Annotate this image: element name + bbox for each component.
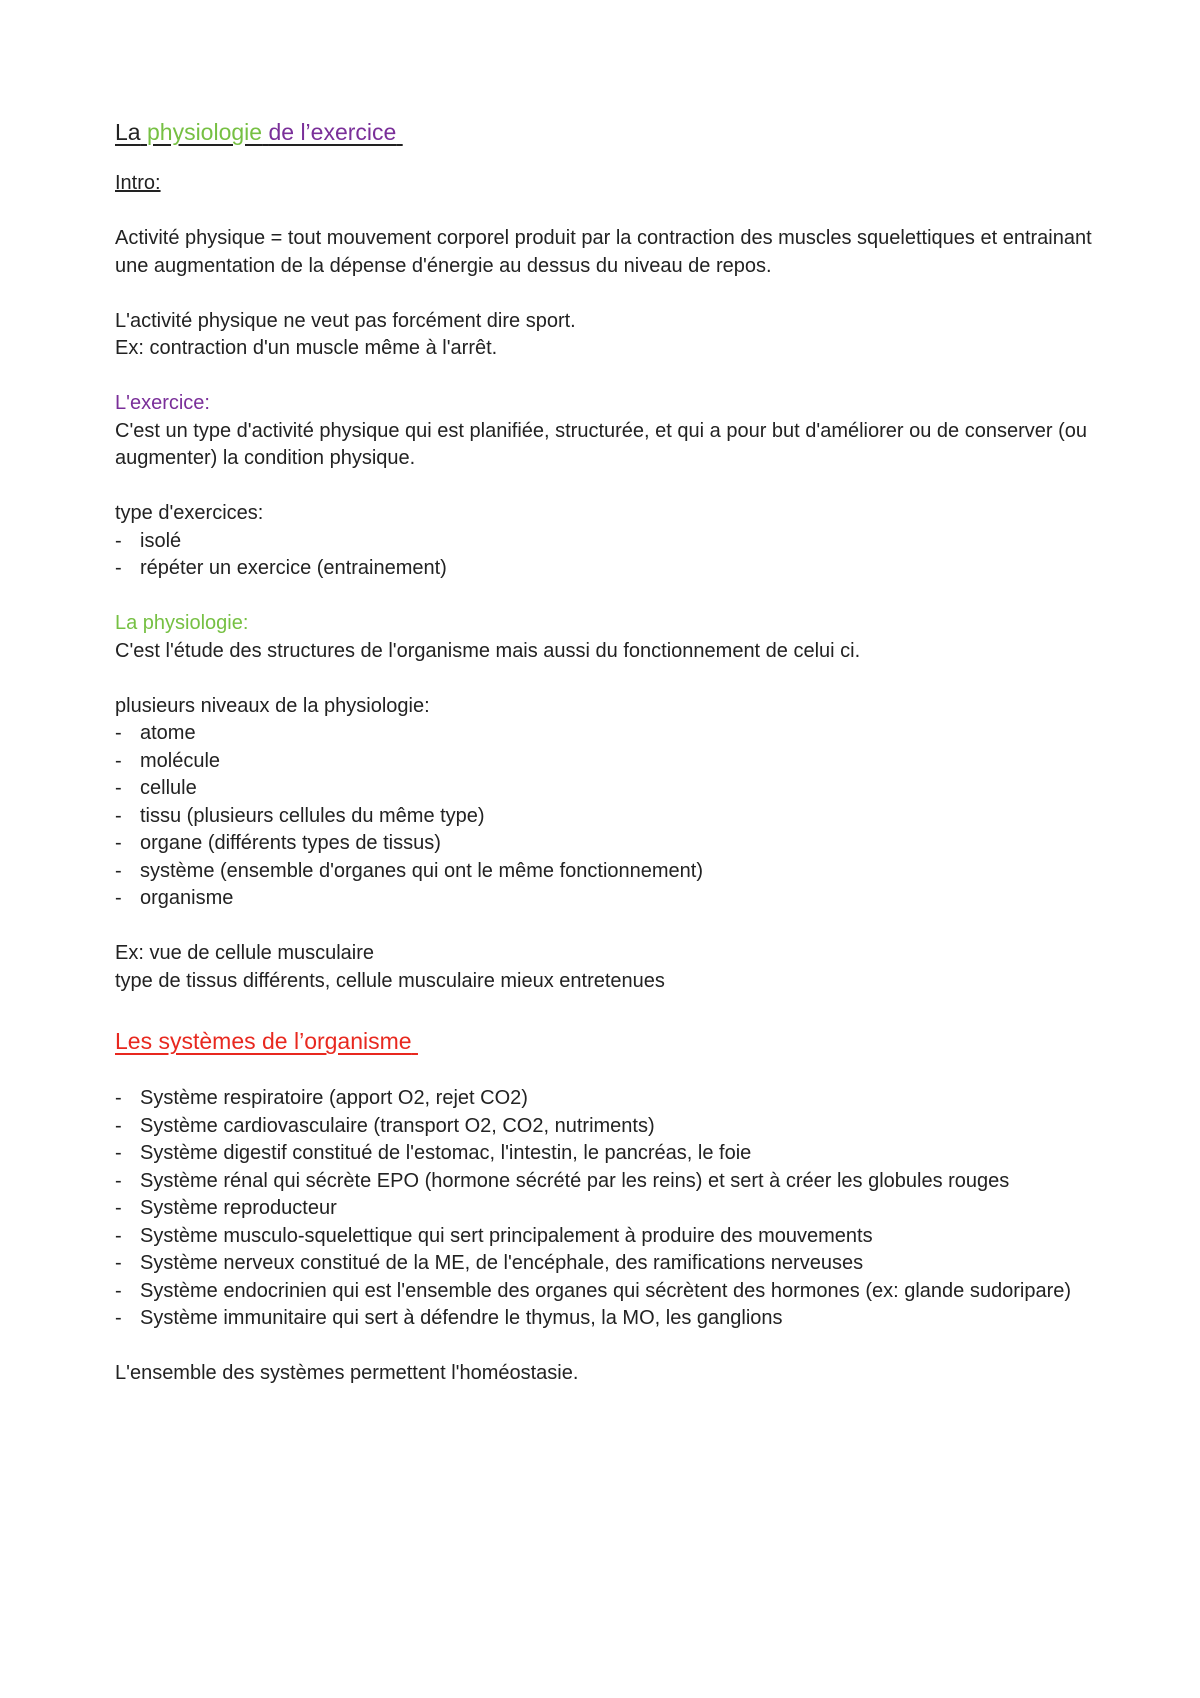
list-item: - molécule bbox=[115, 748, 1105, 776]
spacer bbox=[115, 1333, 1105, 1361]
list-item: - Système digestif constitué de l'estomac, l'intestin, le pancréas, le foie bbox=[115, 1140, 1105, 1168]
intro-definition: Activité physique = tout mouvement corporel produit par la contraction des muscles squelettiques et entrainant une augmentation de la dépense d'énergie au dessus du niveau de repos. bbox=[115, 227, 1092, 277]
intro-note-2: Ex: contraction d'un muscle même à l'arrêt. bbox=[115, 337, 498, 359]
spacer bbox=[115, 583, 1105, 611]
physiologie-levels-list bbox=[115, 720, 1105, 913]
list-item: - Système reproducteur bbox=[115, 1195, 1105, 1223]
list-item: - atome bbox=[115, 720, 1105, 748]
list-item: - isolé bbox=[115, 528, 1105, 556]
systemes-list bbox=[115, 1085, 1105, 1333]
list-item: - organe (différents types de tissus) bbox=[115, 830, 1105, 858]
list-item: - répéter un exercice (entrainement) bbox=[115, 555, 1105, 583]
spacer bbox=[115, 280, 1105, 308]
list-item: - Système rénal qui sécrète EPO (hormone sécrété par les reins) et sert à créer les globules rouges bbox=[115, 1168, 1105, 1196]
physiologie-example-2: type de tissus différents, cellule musculaire mieux entretenues bbox=[115, 969, 665, 992]
list-item: - Système respiratoire (apport O2, rejet CO2) bbox=[115, 1085, 1105, 1113]
title-word-la: La bbox=[115, 119, 141, 145]
list-item: - tissu (plusieurs cellules du même type) bbox=[115, 803, 1105, 831]
spacer bbox=[115, 995, 1105, 1027]
exercice-definition: C'est un type d'activité physique qui est planifiée, structurée, et qui a pour but d'améliorer ou de conserver (ou augmenter) la condition physique. bbox=[115, 419, 1088, 469]
list-item: - Système nerveux constitué de la ME, de l'encéphale, des ramifications nerveuses bbox=[115, 1250, 1105, 1278]
intro-note-1: L'activité physique ne veut pas forcément dire sport. bbox=[115, 309, 576, 332]
physiologie-heading: La physiologie: bbox=[115, 612, 249, 634]
list-item: - organisme bbox=[115, 885, 1105, 913]
document-content bbox=[115, 118, 1105, 1388]
systemes-title-text: Les systèmes de l’organisme bbox=[115, 1028, 412, 1054]
systemes-conclusion: L'ensemble des systèmes permettent l'homéostasie. bbox=[115, 1362, 579, 1384]
page-title bbox=[115, 118, 1105, 146]
spacer bbox=[115, 1055, 1105, 1085]
title-word-physiologie: physiologie bbox=[146, 119, 263, 145]
list-item: - Système immunitaire qui sert à défendre le thymus, la MO, les ganglions bbox=[115, 1305, 1105, 1333]
physiologie-definition: C'est l'étude des structures de l'organisme mais aussi du fonctionnement de celui ci. bbox=[115, 639, 861, 662]
list-item: - cellule bbox=[115, 775, 1105, 803]
exercice-heading: L'exercice: bbox=[115, 392, 210, 414]
title-word-exercice: de l’exercice bbox=[268, 119, 397, 145]
intro-label: Intro: bbox=[115, 172, 161, 194]
list-item: - Système endocrinien qui est l'ensemble des organes qui sécrètent des hormones (ex: glande sudoripare) bbox=[115, 1278, 1105, 1306]
physiologie-example-1: Ex: vue de cellule musculaire bbox=[115, 942, 375, 964]
physiologie-levels-label: plusieurs niveaux de la physiologie: bbox=[115, 694, 430, 717]
exercice-types-list bbox=[115, 528, 1105, 583]
systemes-title bbox=[115, 1027, 1105, 1055]
spacer bbox=[115, 913, 1105, 941]
list-item: - système (ensemble d'organes qui ont le même fonctionnement) bbox=[115, 858, 1105, 886]
list-item: - Système musculo-squelettique qui sert principalement à produire des mouvements bbox=[115, 1223, 1105, 1251]
exercice-types-label: type d'exercices: bbox=[115, 502, 264, 524]
spacer bbox=[115, 473, 1105, 501]
list-item: - Système cardiovasculaire (transport O2, CO2, nutriments) bbox=[115, 1113, 1105, 1141]
spacer bbox=[115, 198, 1105, 226]
spacer bbox=[115, 146, 1105, 170]
spacer bbox=[115, 363, 1105, 391]
spacer bbox=[115, 665, 1105, 693]
